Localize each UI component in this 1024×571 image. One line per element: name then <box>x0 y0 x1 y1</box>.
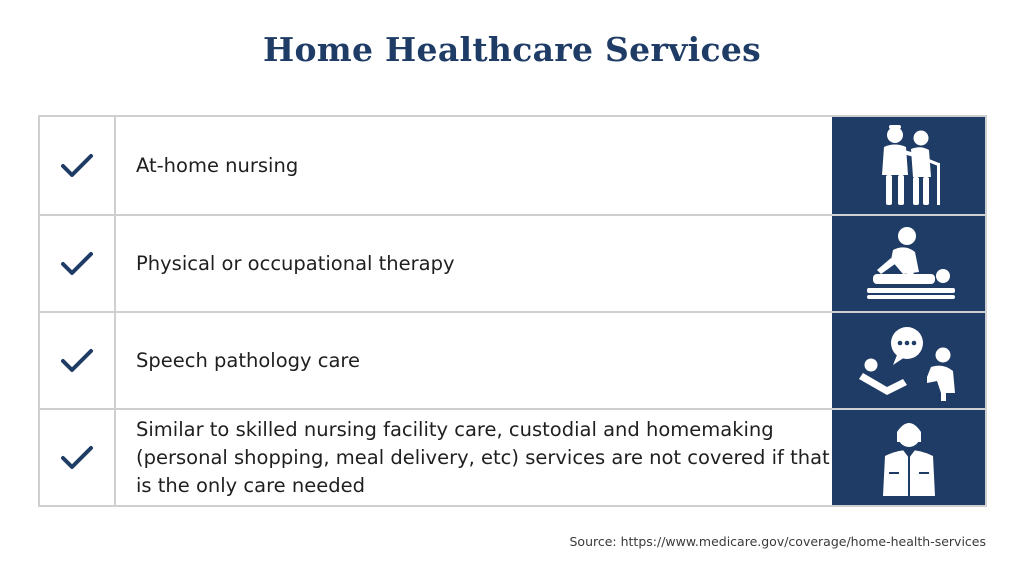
checkmark-icon <box>60 251 94 277</box>
check-cell <box>40 410 116 505</box>
checkmark-icon <box>60 348 94 374</box>
icon-cell <box>832 117 985 214</box>
service-text: Similar to skilled nursing facility care, custodial and homemaking (personal shopping, meal delivery, etc) services are not covered if that is the only care needed <box>136 417 830 497</box>
service-text: Physical or occupational therapy <box>136 251 455 275</box>
physical-therapy-icon <box>863 224 955 304</box>
service-text: At-home nursing <box>136 153 299 177</box>
nurse-helping-elderly-icon <box>869 123 949 209</box>
page-title: Home Healthcare Services <box>262 30 762 69</box>
icon-cell <box>832 216 985 311</box>
checkmark-icon <box>60 153 94 179</box>
table-row <box>40 311 985 408</box>
icon-cell <box>832 313 985 408</box>
service-text: Speech pathology care <box>136 348 361 372</box>
check-cell <box>40 216 116 311</box>
check-cell <box>40 313 116 408</box>
icon-cell <box>832 410 985 505</box>
table-row <box>40 408 985 505</box>
checkmark-icon <box>60 445 94 471</box>
services-table <box>38 115 987 507</box>
speech-therapy-icon <box>857 321 961 401</box>
source-citation: Source: https://www.medicare.gov/coverage/home-health-services <box>569 534 986 549</box>
table-row <box>40 214 985 311</box>
doctor-icon <box>879 416 939 500</box>
check-cell <box>40 117 116 214</box>
table-row <box>40 117 985 214</box>
